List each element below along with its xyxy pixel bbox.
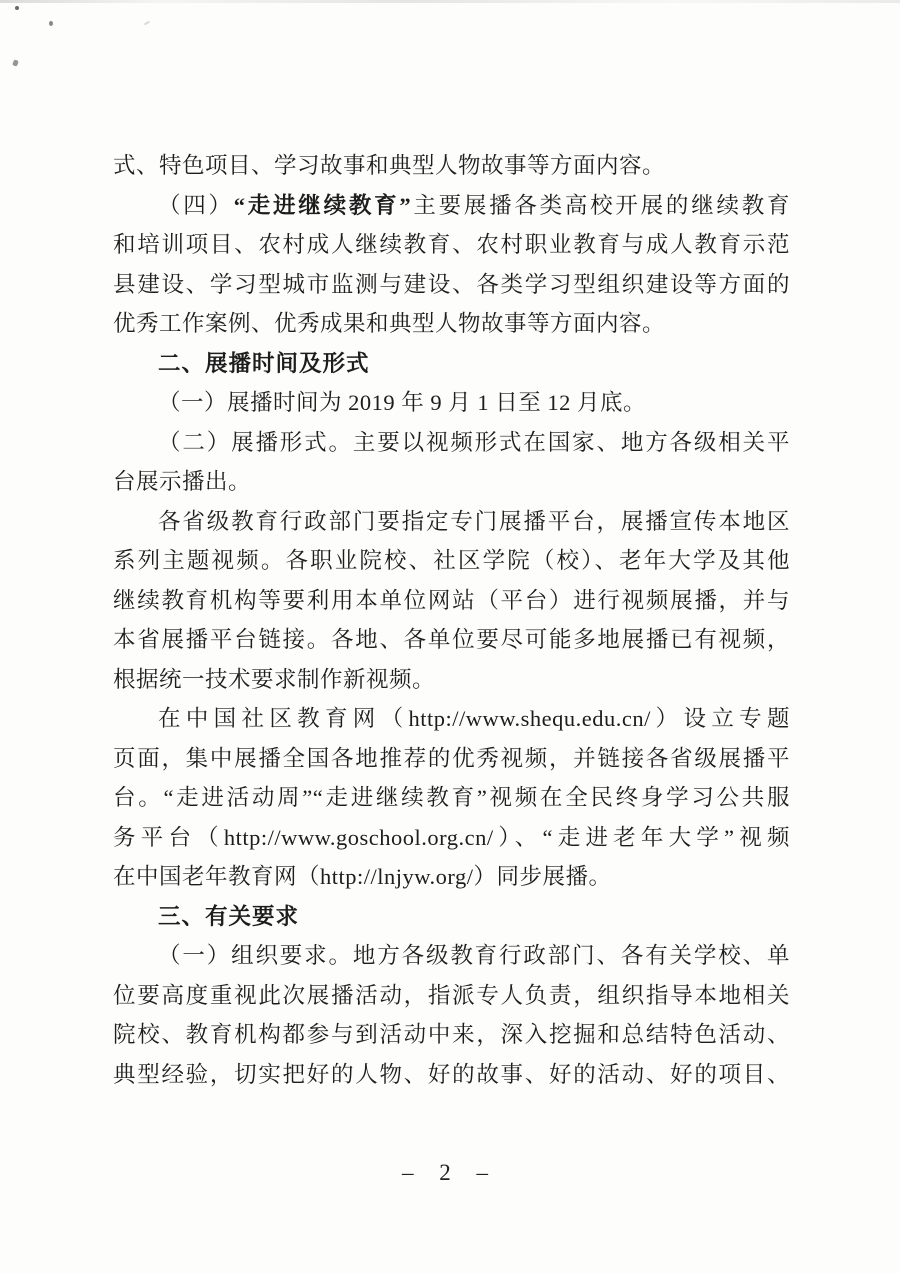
- text-line: [113, 818, 790, 858]
- body-text: 在中国老年教育网（http://lnjyw.org/）同步展播。: [113, 864, 612, 889]
- text-line: [113, 423, 790, 463]
- text-line: [113, 1015, 790, 1055]
- section-heading: [113, 344, 790, 384]
- body-text: 在中国社区教育网（http://www.shequ.edu.cn/）设立专题: [158, 706, 790, 731]
- text-line: [113, 541, 790, 581]
- body-text: 和培训项目、农村成人继续教育、农村职业教育与成人教育示范: [113, 232, 790, 257]
- body-text: 台展示播出。: [113, 469, 252, 494]
- document-body: [113, 146, 790, 1094]
- body-text: 县建设、学习型城市监测与建设、各类学习型组织建设等方面的: [113, 271, 790, 297]
- text-line: [113, 620, 790, 660]
- body-text: 院校、教育机构都参与到活动中来，深入挖掘和总结特色活动、: [113, 1022, 790, 1047]
- text-line: [113, 581, 790, 621]
- text-line: [113, 225, 790, 265]
- body-text: 页面，集中展播全国各地推荐的优秀视频，并链接各省级展播平: [113, 745, 790, 771]
- body-text: 主要展播各类高校开展的继续教育: [411, 192, 790, 218]
- text-line: [113, 976, 790, 1016]
- text-line: [113, 304, 790, 344]
- text-line: [113, 739, 790, 779]
- body-text: 式、特色项目、学习故事和典型人物故事等方面内容。: [113, 153, 666, 178]
- body-text: 台。“走进活动周”“走进继续教育”视频在全民终身学习公共服: [113, 785, 790, 810]
- text-line: [113, 265, 790, 305]
- body-text: 典型经验，切实把好的人物、好的故事、好的活动、好的项目、: [113, 1061, 790, 1087]
- text-line: [113, 660, 790, 700]
- body-text: 继续教育机构等要利用本单位网站（平台）进行视频展播，并与: [113, 587, 790, 613]
- body-text: 务平台（http://www.goschool.org.cn/）、“走进老年大学”视频: [113, 824, 790, 850]
- text-line: [113, 146, 790, 186]
- body-text: 位要高度重视此次展播活动，指派专人负责，组织指导本地相关: [113, 982, 790, 1008]
- scan-speck: [144, 21, 150, 26]
- body-text: （一）组织要求。地方各级教育行政部门、各有关学校、单: [158, 943, 790, 968]
- text-line: [113, 699, 790, 739]
- scan-edge-artifact: [0, 0, 900, 3]
- scan-speck: [49, 21, 53, 26]
- section-heading: [113, 897, 790, 937]
- text-line: [113, 936, 790, 976]
- emphasis-text: 二、展播时间及形式: [158, 350, 370, 376]
- text-line: [113, 186, 790, 226]
- text-line: [113, 502, 790, 542]
- emphasis-text: 三、有关要求: [158, 903, 300, 929]
- body-text: 各省级教育行政部门要指定专门展播平台，展播宣传本地区: [158, 508, 790, 534]
- body-text: （二）展播形式。主要以视频形式在国家、地方各级相关平: [158, 429, 790, 455]
- text-line: [113, 1055, 790, 1095]
- text-line: [113, 778, 790, 818]
- body-text: 系列主题视频。各职业院校、社区学院（校）、老年大学及其他: [113, 548, 790, 573]
- page-number: – 2 –: [402, 1160, 498, 1185]
- body-text: 本省展播平台链接。各地、各单位要尽可能多地展播已有视频，: [113, 627, 790, 652]
- text-line: [113, 462, 790, 502]
- body-text: （四）: [158, 192, 234, 218]
- scan-speck: [12, 59, 19, 66]
- body-text: 优秀工作案例、优秀成果和典型人物故事等方面内容。: [113, 311, 666, 336]
- scan-speck: [15, 6, 19, 10]
- body-text: 根据统一技术要求制作新视频。: [113, 666, 436, 692]
- text-line: [113, 857, 790, 897]
- emphasis-text: “走进继续教育”: [233, 192, 412, 218]
- body-text: （一）展播时间为 2019 年 9 月 1 日至 12 月底。: [158, 390, 647, 415]
- text-line: [113, 383, 790, 423]
